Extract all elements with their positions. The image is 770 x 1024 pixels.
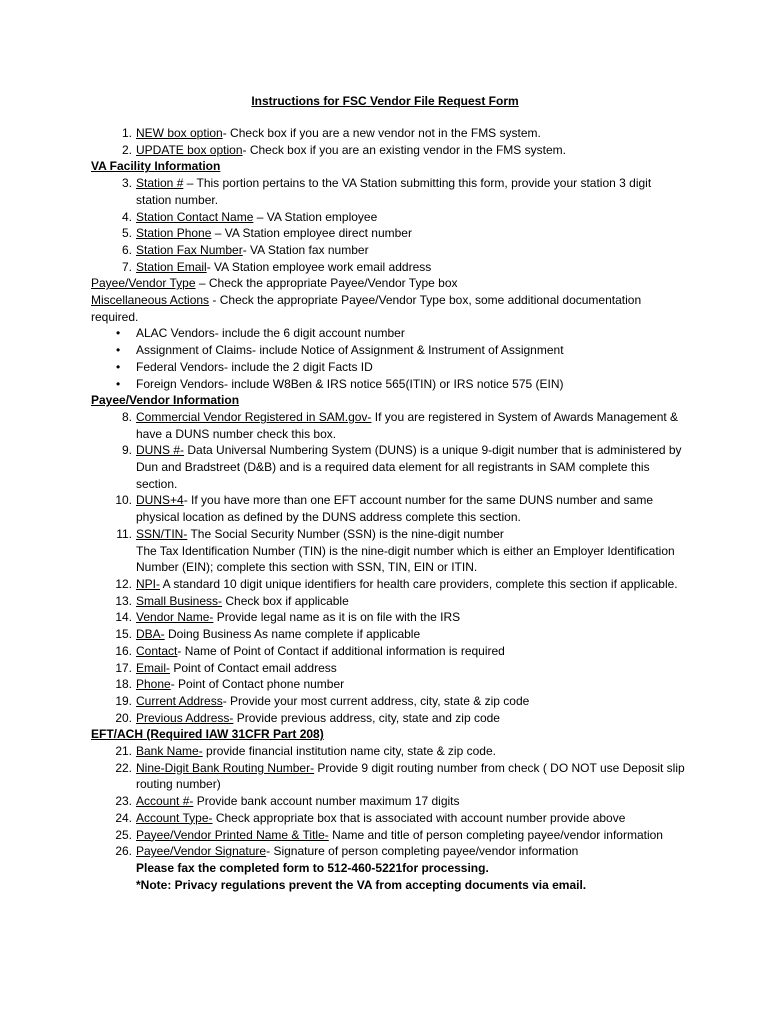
list-item — [91, 660, 686, 677]
item-number: 8. — [121, 409, 132, 424]
item-text: - Name of Point of Contact if additional information is required — [177, 643, 505, 658]
list-item — [91, 810, 686, 827]
list-item — [91, 242, 686, 259]
item-label: Vendor Name- — [136, 610, 214, 625]
item-extra-text: The Tax Identification Number (TIN) is the nine-digit number which is either an Employer Identification Number (EIN); complete this section with SSN, TIN, EIN or ITIN. — [136, 543, 675, 575]
bullet-text: ALAC Vendors- include the 6 digit account number — [136, 326, 405, 341]
item-number: 7. — [121, 259, 132, 274]
item-number: 18. — [115, 677, 132, 692]
item-number: 11. — [116, 526, 132, 541]
list-item — [91, 259, 686, 276]
item-text: Provide bank account number maximum 17 digits — [193, 794, 460, 809]
item-text: - Check box if you are an existing vendor in the FMS system. — [242, 142, 566, 157]
list-item — [91, 593, 686, 610]
item-text: provide financial institution name city, state & zip code. — [202, 744, 496, 759]
list-item — [91, 526, 686, 576]
item-text: Provide legal name as it is on file with the IRS — [213, 610, 461, 625]
item-text: Check box if applicable — [222, 593, 349, 608]
item-label: Station Contact Name — [136, 209, 254, 224]
item-number: 3. — [121, 176, 132, 191]
privacy-note: *Note: Privacy regulations prevent the VA from accepting documents via email. — [136, 877, 587, 892]
item-label: Previous Address- — [136, 710, 234, 725]
item-text: Provide 9 digit routing number from check ( DO NOT use Deposit slip routing number) — [136, 760, 685, 792]
item-number: 12. — [115, 576, 132, 591]
item-label: Station Fax Number — [136, 242, 243, 257]
item-number: 26. — [115, 844, 132, 859]
list-item — [91, 576, 686, 593]
item-number: 25. — [115, 827, 132, 842]
item-label: Payee/Vendor Signature — [136, 844, 267, 859]
payee-vendor-heading: Payee/Vendor Information — [91, 393, 240, 408]
item-text: Check appropriate box that is associated with account number provide above — [212, 810, 626, 825]
misc-actions-line — [91, 292, 686, 325]
item-number: 2. — [121, 142, 132, 157]
misc-actions-label: Miscellaneous Actions — [91, 293, 210, 308]
list-item — [91, 209, 686, 226]
item-text: - Check box if you are a new vendor not in the FMS system. — [222, 126, 541, 140]
item-label: DUNS #- — [136, 443, 185, 458]
list-item — [91, 225, 686, 242]
page-title: Instructions for FSC Vendor File Request Form — [251, 94, 519, 108]
misc-actions-text: - Check the appropriate Payee/Vendor Type box, some additional documentation required. — [91, 293, 642, 324]
item-text: – VA Station employee — [253, 209, 378, 224]
bullet-item — [91, 342, 686, 359]
list-item — [91, 643, 686, 660]
item-number: 23. — [115, 794, 132, 809]
item-label: Contact — [136, 643, 178, 658]
items-top — [91, 125, 686, 158]
eft-ach-heading: EFT/ACH (Required IAW 31CFR Part 208) — [91, 727, 324, 742]
list-item — [91, 827, 686, 844]
list-item — [91, 142, 686, 159]
item-text: - Provide your most current address, city, state & zip code — [222, 693, 530, 708]
item-number: 13. — [115, 593, 132, 608]
list-item — [91, 125, 686, 142]
item-label: UPDATE box option — [136, 142, 243, 157]
item-number: 15. — [115, 627, 132, 642]
item-label: Station Phone — [136, 226, 212, 241]
item-label: Email- — [136, 660, 171, 675]
item-label: Bank Name- — [136, 744, 203, 759]
item-label: DUNS+4 — [136, 493, 184, 508]
item-number: 5. — [121, 226, 132, 241]
item-label: NPI- — [136, 576, 160, 591]
item-text: - VA Station employee work email address — [206, 259, 432, 274]
bullet-dot-icon: • — [116, 359, 121, 374]
bullet-text: Assignment of Claims- include Notice of Assignment & Instrument of Assignment — [136, 343, 564, 358]
item-label: Nine-Digit Bank Routing Number- — [136, 760, 315, 775]
list-item — [91, 609, 686, 626]
bullet-text: Federal Vendors- include the 2 digit Facts ID — [136, 359, 373, 374]
item-number: 20. — [115, 710, 132, 725]
item-number: 10. — [115, 493, 132, 508]
item-label: Account Type- — [136, 810, 213, 825]
list-item — [91, 843, 686, 860]
item-label: Small Business- — [136, 593, 223, 608]
fax-note: Please fax the completed form to 512-460-5221for processing. — [136, 860, 489, 875]
item-text: If you are registered in System of Awards Management & have a DUNS number check this box. — [136, 409, 679, 441]
item-number: 1. — [121, 126, 132, 140]
item-text: The Social Security Number (SSN) is the nine-digit number — [187, 526, 504, 541]
item-text: Data Universal Numbering System (DUNS) is a unique 9-digit number that is administered by Dun and Bradstreet (D&B) and is a required data element for all registrants in SAM complete this section. — [136, 443, 682, 491]
list-item — [91, 175, 686, 208]
item-label: Station Email — [136, 259, 207, 274]
item-number: 24. — [115, 810, 132, 825]
item-text: – This portion pertains to the VA Station submitting this form, provide your station 3 digit station number. — [136, 176, 652, 207]
list-item — [91, 760, 686, 793]
list-item — [91, 676, 686, 693]
bullet-item — [91, 325, 686, 342]
item-number: 6. — [121, 242, 132, 257]
item-label: SSN/TIN- — [136, 526, 188, 541]
item-text: - If you have more than one EFT account number for the same DUNS number and same physical location as defined by the DUNS address complete this section. — [136, 493, 654, 525]
list-item — [91, 492, 686, 525]
bullet-dot-icon: • — [116, 343, 121, 358]
list-item — [91, 442, 686, 492]
item-text: Provide previous address, city, state and zip code — [233, 710, 500, 725]
payee-type-label: Payee/Vendor Type — [91, 276, 196, 291]
payee-type-line — [91, 275, 686, 292]
item-text: A standard 10 digit unique identifiers for health care providers, complete this section if applicable. — [160, 576, 678, 591]
item-number: 14. — [115, 610, 132, 625]
list-item — [91, 710, 686, 727]
item-label: Phone — [136, 677, 171, 692]
bullet-item — [91, 359, 686, 376]
list-item — [91, 793, 686, 810]
item-label: Account #- — [136, 794, 194, 809]
item-text: - Point of Contact phone number — [170, 677, 345, 692]
bullet-dot-icon: • — [116, 326, 121, 341]
bullet-dot-icon: • — [116, 376, 121, 391]
bullet-item — [91, 376, 686, 393]
bullet-text: Foreign Vendors- include W8Ben & IRS notice 565(ITIN) or IRS notice 575 (EIN) — [136, 376, 564, 391]
instructions-body — [91, 125, 686, 893]
item-text: – VA Station employee direct number — [211, 226, 412, 241]
item-number: 22. — [115, 760, 132, 775]
item-text: Point of Contact email address — [170, 660, 337, 675]
item-text: - Signature of person completing payee/vendor information — [266, 844, 579, 859]
list-item — [91, 743, 686, 760]
item-label: Current Address — [136, 693, 223, 708]
item-label: Commercial Vendor Registered in SAM.gov- — [136, 409, 372, 424]
item-label: Station # — [136, 176, 184, 191]
item-number: 19. — [115, 693, 132, 708]
item-number: 9. — [121, 443, 132, 458]
item-label: DBA- — [136, 627, 165, 642]
item-label: NEW box option — [136, 126, 223, 140]
list-item — [91, 693, 686, 710]
list-item — [91, 626, 686, 643]
item-label: Payee/Vendor Printed Name & Title- — [136, 827, 329, 842]
item-text: Doing Business As name complete if applicable — [164, 627, 421, 642]
list-item — [91, 409, 686, 442]
eft-items — [91, 743, 686, 860]
item-number: 4. — [121, 209, 132, 224]
item-number: 17. — [115, 660, 132, 675]
payee-type-text: – Check the appropriate Payee/Vendor Type box — [195, 276, 458, 291]
item-number: 16. — [115, 643, 132, 658]
item-text: Name and title of person completing payee/vendor information — [328, 827, 663, 842]
item-number: 21. — [115, 744, 132, 759]
bullet-list — [91, 325, 686, 392]
va-items — [91, 175, 686, 275]
payee-items — [91, 409, 686, 726]
va-facility-heading: VA Facility Information — [91, 159, 221, 174]
item-text: - VA Station fax number — [242, 242, 369, 257]
